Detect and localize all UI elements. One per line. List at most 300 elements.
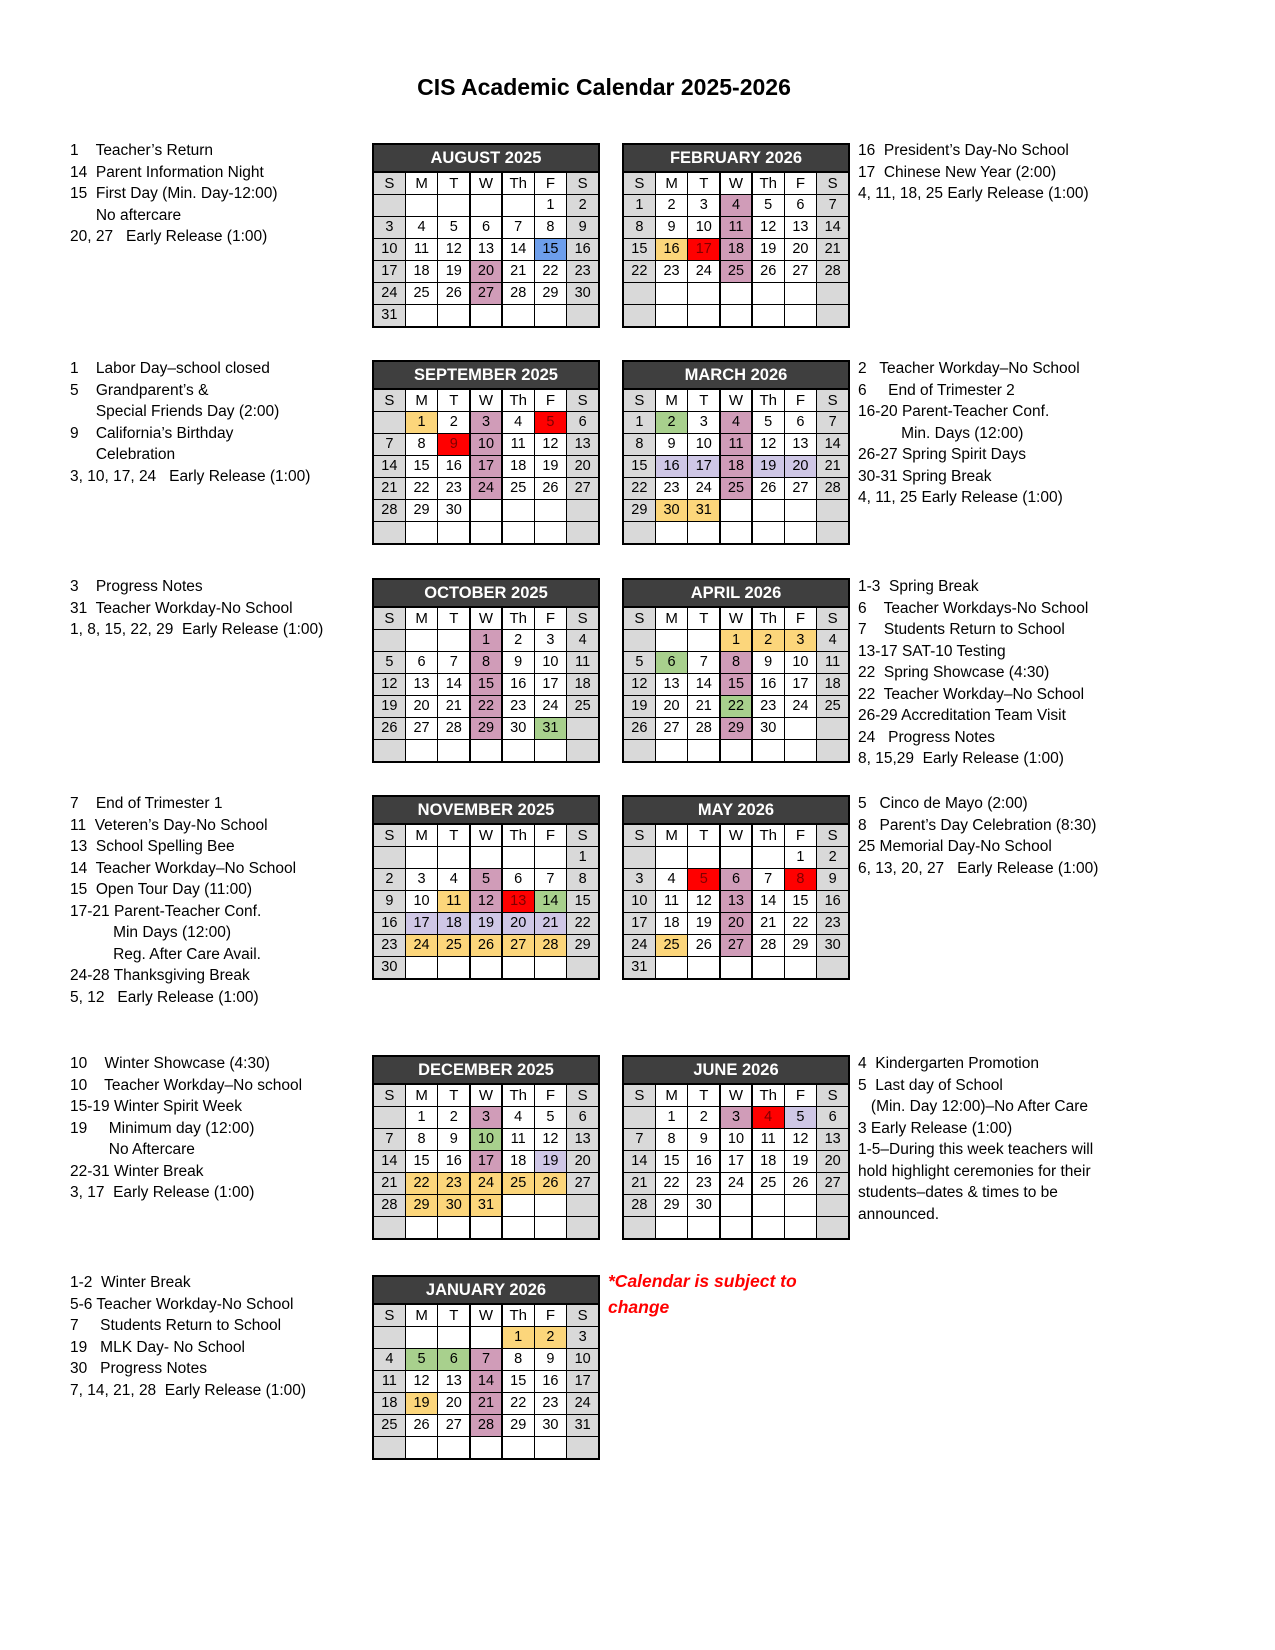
day-cell: 6 xyxy=(567,1107,598,1128)
day-cell: 11 xyxy=(656,891,687,912)
day-of-week-header: T xyxy=(438,825,469,846)
day-of-week-header: T xyxy=(438,1085,469,1106)
day-cell: 26 xyxy=(753,478,784,499)
day-cell xyxy=(567,957,598,978)
day-cell: 3 xyxy=(535,630,566,651)
day-cell: 12 xyxy=(535,1129,566,1150)
day-cell: 20 xyxy=(503,913,534,934)
day-cell: 14 xyxy=(374,456,405,477)
day-cell: 7 xyxy=(503,217,534,238)
day-cell: 19 xyxy=(406,1393,437,1414)
day-of-week-header: S xyxy=(624,1085,655,1106)
day-of-week-header: Th xyxy=(503,390,534,411)
day-cell: 7 xyxy=(471,1349,502,1370)
day-cell xyxy=(567,1217,598,1238)
day-cell: 6 xyxy=(785,195,816,216)
day-cell: 24 xyxy=(624,935,655,956)
day-cell: 28 xyxy=(471,1415,502,1436)
day-cell: 10 xyxy=(688,434,719,455)
day-cell: 15 xyxy=(785,891,816,912)
day-cell xyxy=(471,500,502,521)
day-cell: 6 xyxy=(817,1107,848,1128)
day-cell: 13 xyxy=(471,239,502,260)
note-line: 5-6 Teacher Workday-No School xyxy=(70,1295,294,1313)
day-cell xyxy=(438,195,469,216)
day-cell: 2 xyxy=(374,869,405,890)
day-cell: 6 xyxy=(721,869,752,890)
day-of-week-header: W xyxy=(471,825,502,846)
day-cell xyxy=(438,957,469,978)
day-cell: 9 xyxy=(656,434,687,455)
day-cell: 13 xyxy=(406,674,437,695)
day-cell: 23 xyxy=(535,1393,566,1414)
day-cell: 23 xyxy=(656,478,687,499)
day-cell: 19 xyxy=(535,456,566,477)
day-cell xyxy=(753,522,784,543)
day-cell xyxy=(721,305,752,326)
note-line: Celebration xyxy=(70,446,176,463)
day-cell: 22 xyxy=(624,478,655,499)
month-title: DECEMBER 2025 xyxy=(372,1055,600,1083)
day-cell: 23 xyxy=(438,478,469,499)
day-cell: 21 xyxy=(817,456,848,477)
day-cell: 13 xyxy=(503,891,534,912)
day-of-week-header: S xyxy=(567,1305,598,1326)
calendar-september-2025 xyxy=(372,360,600,545)
note-line: 30-31 Spring Break xyxy=(858,467,992,485)
day-cell: 1 xyxy=(656,1107,687,1128)
day-cell: 26 xyxy=(753,261,784,282)
day-cell: 4 xyxy=(374,1349,405,1370)
day-of-week-header: W xyxy=(721,1085,752,1106)
day-of-week-header: Th xyxy=(503,173,534,194)
day-cell: 16 xyxy=(503,674,534,695)
day-cell: 20 xyxy=(785,239,816,260)
note-line: 22-31 Winter Break xyxy=(70,1162,204,1180)
day-cell: 14 xyxy=(471,1371,502,1392)
day-cell xyxy=(503,847,534,868)
note-line: Min Days (12:00) xyxy=(70,924,232,941)
day-cell xyxy=(721,1217,752,1238)
day-cell: 27 xyxy=(656,718,687,739)
day-cell xyxy=(406,630,437,651)
day-of-week-header: M xyxy=(656,825,687,846)
day-cell: 10 xyxy=(471,1129,502,1150)
day-cell: 13 xyxy=(817,1129,848,1150)
day-cell xyxy=(535,1195,566,1216)
day-cell xyxy=(785,740,816,761)
day-cell: 5 xyxy=(438,217,469,238)
day-cell xyxy=(656,283,687,304)
note-line: 24 Progress Notes xyxy=(858,728,995,746)
day-cell: 18 xyxy=(406,261,437,282)
day-cell: 17 xyxy=(406,913,437,934)
day-cell: 7 xyxy=(817,195,848,216)
day-cell xyxy=(656,1217,687,1238)
day-of-week-header: S xyxy=(624,825,655,846)
note-line: 15 First Day (Min. Day-12:00) xyxy=(70,185,278,202)
day-cell: 21 xyxy=(753,913,784,934)
day-cell: 28 xyxy=(438,718,469,739)
day-cell: 30 xyxy=(438,500,469,521)
day-cell: 29 xyxy=(406,500,437,521)
day-cell: 26 xyxy=(374,718,405,739)
day-cell xyxy=(785,957,816,978)
day-cell: 27 xyxy=(721,935,752,956)
day-of-week-header: W xyxy=(471,608,502,629)
day-cell: 11 xyxy=(721,217,752,238)
day-cell xyxy=(503,500,534,521)
day-cell: 26 xyxy=(535,478,566,499)
day-cell: 25 xyxy=(406,283,437,304)
day-cell: 22 xyxy=(721,696,752,717)
day-cell: 19 xyxy=(471,913,502,934)
day-cell xyxy=(503,195,534,216)
day-cell xyxy=(753,305,784,326)
day-cell xyxy=(753,957,784,978)
day-cell: 9 xyxy=(567,217,598,238)
day-cell xyxy=(721,847,752,868)
day-cell: 11 xyxy=(721,434,752,455)
day-cell: 8 xyxy=(721,652,752,673)
month-title: MAY 2026 xyxy=(622,795,850,823)
day-cell: 24 xyxy=(535,696,566,717)
day-cell: 26 xyxy=(785,1173,816,1194)
day-cell: 11 xyxy=(438,891,469,912)
day-cell xyxy=(817,283,848,304)
notes-october xyxy=(70,576,323,641)
day-cell: 2 xyxy=(753,630,784,651)
day-cell: 15 xyxy=(656,1151,687,1172)
day-cell: 10 xyxy=(567,1349,598,1370)
note-line: 7 Students Return to School xyxy=(70,1317,282,1334)
calendar-february-2026 xyxy=(622,143,850,328)
day-cell: 25 xyxy=(567,696,598,717)
day-cell: 13 xyxy=(785,217,816,238)
day-cell: 26 xyxy=(535,1173,566,1194)
day-cell xyxy=(471,740,502,761)
note-line: 19 MLK Day- No School xyxy=(70,1338,245,1356)
day-cell xyxy=(374,1437,405,1458)
day-cell: 30 xyxy=(817,935,848,956)
calendar-october-2025 xyxy=(372,578,600,763)
month-title: JUNE 2026 xyxy=(622,1055,850,1083)
day-cell: 17 xyxy=(785,674,816,695)
day-cell xyxy=(785,500,816,521)
day-cell xyxy=(406,1217,437,1238)
day-cell: 15 xyxy=(471,674,502,695)
day-cell: 5 xyxy=(535,1107,566,1128)
day-of-week-header: W xyxy=(721,608,752,629)
day-cell: 11 xyxy=(503,1129,534,1150)
month-title: MARCH 2026 xyxy=(622,360,850,388)
day-cell: 18 xyxy=(656,913,687,934)
day-cell xyxy=(753,1217,784,1238)
day-cell: 7 xyxy=(374,434,405,455)
day-cell xyxy=(721,740,752,761)
day-of-week-header: F xyxy=(785,1085,816,1106)
day-cell: 4 xyxy=(753,1107,784,1128)
calendar-disclaimer: *Calendar is subject to change xyxy=(608,1271,797,1318)
day-cell: 12 xyxy=(753,217,784,238)
day-of-week-header: Th xyxy=(753,173,784,194)
month-grid xyxy=(622,388,850,545)
day-cell: 24 xyxy=(471,478,502,499)
day-cell: 7 xyxy=(753,869,784,890)
day-cell: 8 xyxy=(785,869,816,890)
day-cell: 31 xyxy=(688,500,719,521)
day-of-week-header: M xyxy=(406,390,437,411)
day-cell xyxy=(817,718,848,739)
day-cell: 3 xyxy=(624,869,655,890)
note-line: 1, 8, 15, 22, 29 Early Release (1:00) xyxy=(70,621,324,638)
day-cell: 14 xyxy=(817,434,848,455)
day-of-week-header: M xyxy=(406,825,437,846)
day-cell: 23 xyxy=(656,261,687,282)
day-cell: 3 xyxy=(567,1327,598,1348)
day-cell: 16 xyxy=(753,674,784,695)
note-line: 19 Minimum day (12:00) xyxy=(70,1119,255,1137)
day-cell: 5 xyxy=(471,869,502,890)
day-cell: 23 xyxy=(374,935,405,956)
day-cell: 22 xyxy=(406,1173,437,1194)
day-cell: 8 xyxy=(503,1349,534,1370)
day-cell xyxy=(656,522,687,543)
day-cell xyxy=(753,847,784,868)
notes-june xyxy=(858,1053,1093,1225)
day-cell xyxy=(503,1195,534,1216)
day-cell: 22 xyxy=(656,1173,687,1194)
note-line: 8, 15,29 Early Release (1:00) xyxy=(858,750,1064,767)
month-title: NOVEMBER 2025 xyxy=(372,795,600,823)
day-of-week-header: F xyxy=(535,825,566,846)
note-line: 22 Teacher Workday–No School xyxy=(858,685,1085,703)
day-of-week-header: W xyxy=(471,1305,502,1326)
note-line: 7 End of Trimester 1 xyxy=(70,795,223,812)
day-cell xyxy=(503,740,534,761)
day-cell: 1 xyxy=(471,630,502,651)
day-cell: 31 xyxy=(535,718,566,739)
day-cell: 30 xyxy=(567,283,598,304)
day-cell: 16 xyxy=(374,913,405,934)
day-cell xyxy=(406,522,437,543)
note-line: No Aftercare xyxy=(70,1141,195,1158)
notes-january xyxy=(70,1272,306,1401)
day-cell: 10 xyxy=(785,652,816,673)
day-cell xyxy=(374,630,405,651)
day-of-week-header: F xyxy=(535,173,566,194)
day-cell: 21 xyxy=(471,1393,502,1414)
day-cell: 25 xyxy=(374,1415,405,1436)
day-cell: 30 xyxy=(503,718,534,739)
day-cell: 12 xyxy=(624,674,655,695)
notes-november xyxy=(70,793,296,1008)
day-of-week-header: F xyxy=(785,825,816,846)
day-of-week-header: Th xyxy=(503,825,534,846)
note-line: 1 Teacher’s Return xyxy=(70,142,214,159)
day-cell: 1 xyxy=(785,847,816,868)
day-cell xyxy=(471,195,502,216)
day-cell: 20 xyxy=(567,1151,598,1172)
month-title: AUGUST 2025 xyxy=(372,143,600,171)
month-title: APRIL 2026 xyxy=(622,578,850,606)
day-cell xyxy=(688,630,719,651)
day-cell: 9 xyxy=(438,1129,469,1150)
month-grid xyxy=(622,606,850,763)
note-line: 26-27 Spring Spirit Days xyxy=(858,446,1026,463)
day-of-week-header: T xyxy=(688,608,719,629)
day-cell: 8 xyxy=(406,1129,437,1150)
day-cell xyxy=(753,500,784,521)
day-cell xyxy=(785,1195,816,1216)
day-cell: 15 xyxy=(406,1151,437,1172)
day-cell: 20 xyxy=(785,456,816,477)
note-line: 26-29 Accreditation Team Visit xyxy=(858,707,1066,724)
day-cell: 12 xyxy=(471,891,502,912)
day-of-week-header: S xyxy=(374,608,405,629)
day-cell: 26 xyxy=(624,718,655,739)
note-line: 8 Parent’s Day Celebration (8:30) xyxy=(858,816,1097,834)
note-line: 9 California’s Birthday xyxy=(70,424,234,442)
note-line: 13 School Spelling Bee xyxy=(70,838,235,855)
day-cell xyxy=(471,1217,502,1238)
day-cell xyxy=(721,957,752,978)
month-grid xyxy=(622,823,850,980)
day-cell: 24 xyxy=(688,478,719,499)
day-cell: 18 xyxy=(503,456,534,477)
note-line: announced. xyxy=(858,1205,940,1223)
day-cell: 12 xyxy=(535,434,566,455)
month-grid xyxy=(372,606,600,763)
day-of-week-header: T xyxy=(688,390,719,411)
day-cell: 20 xyxy=(656,696,687,717)
day-cell: 25 xyxy=(503,478,534,499)
day-cell: 29 xyxy=(721,718,752,739)
day-of-week-header: M xyxy=(406,1085,437,1106)
note-line: 6 Teacher Workdays-No School xyxy=(858,599,1089,617)
day-cell: 28 xyxy=(753,935,784,956)
day-cell xyxy=(817,957,848,978)
day-cell: 10 xyxy=(688,217,719,238)
day-cell xyxy=(374,522,405,543)
day-cell xyxy=(374,1327,405,1348)
note-line: 1 Labor Day–school closed xyxy=(70,360,270,377)
day-cell: 5 xyxy=(688,869,719,890)
day-cell: 9 xyxy=(817,869,848,890)
day-cell: 23 xyxy=(688,1173,719,1194)
day-cell: 21 xyxy=(624,1173,655,1194)
day-of-week-header: W xyxy=(721,390,752,411)
day-cell: 6 xyxy=(471,217,502,238)
day-cell xyxy=(438,1217,469,1238)
day-cell: 5 xyxy=(785,1107,816,1128)
day-cell: 6 xyxy=(656,652,687,673)
day-cell: 16 xyxy=(567,239,598,260)
day-cell xyxy=(374,740,405,761)
day-cell xyxy=(721,1195,752,1216)
day-cell: 2 xyxy=(438,1107,469,1128)
day-cell: 13 xyxy=(721,891,752,912)
day-cell: 28 xyxy=(374,500,405,521)
day-cell: 4 xyxy=(503,412,534,433)
day-cell: 22 xyxy=(535,261,566,282)
note-line: 1-2 Winter Break xyxy=(70,1274,191,1291)
day-cell: 7 xyxy=(535,869,566,890)
note-line: 4 Kindergarten Promotion xyxy=(858,1055,1039,1072)
day-cell: 8 xyxy=(624,217,655,238)
day-cell xyxy=(624,740,655,761)
day-cell xyxy=(535,957,566,978)
day-cell: 29 xyxy=(567,935,598,956)
note-line: 7, 14, 21, 28 Early Release (1:00) xyxy=(70,1381,307,1399)
day-cell: 17 xyxy=(374,261,405,282)
day-cell: 17 xyxy=(567,1371,598,1392)
day-cell: 3 xyxy=(785,630,816,651)
day-cell: 5 xyxy=(753,412,784,433)
day-cell: 20 xyxy=(406,696,437,717)
day-cell: 19 xyxy=(438,261,469,282)
calendar-june-2026 xyxy=(622,1055,850,1240)
day-cell: 27 xyxy=(785,478,816,499)
day-cell xyxy=(406,740,437,761)
day-cell: 1 xyxy=(721,630,752,651)
day-cell: 24 xyxy=(688,261,719,282)
day-cell: 18 xyxy=(438,913,469,934)
day-cell: 10 xyxy=(624,891,655,912)
day-cell: 11 xyxy=(753,1129,784,1150)
day-cell: 15 xyxy=(721,674,752,695)
day-cell xyxy=(817,740,848,761)
day-cell: 29 xyxy=(535,283,566,304)
day-cell: 6 xyxy=(438,1349,469,1370)
day-cell xyxy=(785,718,816,739)
day-cell: 3 xyxy=(721,1107,752,1128)
day-cell: 20 xyxy=(438,1393,469,1414)
notes-april xyxy=(858,576,1088,770)
day-cell: 12 xyxy=(688,891,719,912)
month-grid xyxy=(372,1303,600,1460)
day-cell xyxy=(567,500,598,521)
day-cell: 13 xyxy=(567,434,598,455)
day-cell xyxy=(817,522,848,543)
day-cell: 8 xyxy=(406,434,437,455)
day-cell: 2 xyxy=(503,630,534,651)
day-of-week-header: S xyxy=(374,173,405,194)
note-line: 22 Spring Showcase (4:30) xyxy=(858,664,1050,681)
day-cell: 3 xyxy=(688,412,719,433)
day-cell xyxy=(624,630,655,651)
day-cell: 13 xyxy=(567,1129,598,1150)
day-cell: 10 xyxy=(721,1129,752,1150)
day-cell xyxy=(374,847,405,868)
day-of-week-header: M xyxy=(406,173,437,194)
note-line: 3 Progress Notes xyxy=(70,578,203,595)
day-cell: 25 xyxy=(721,261,752,282)
day-of-week-header: F xyxy=(785,173,816,194)
day-cell: 20 xyxy=(817,1151,848,1172)
day-cell: 7 xyxy=(374,1129,405,1150)
day-cell xyxy=(503,1437,534,1458)
note-line: 17-21 Parent-Teacher Conf. xyxy=(70,902,262,920)
note-line: 10 Winter Showcase (4:30) xyxy=(70,1055,270,1072)
day-cell xyxy=(624,283,655,304)
day-cell: 10 xyxy=(406,891,437,912)
day-cell: 3 xyxy=(688,195,719,216)
note-line: 5 Last day of School xyxy=(858,1076,1003,1094)
day-of-week-header: Th xyxy=(503,1085,534,1106)
day-cell: 14 xyxy=(374,1151,405,1172)
day-cell xyxy=(721,500,752,521)
